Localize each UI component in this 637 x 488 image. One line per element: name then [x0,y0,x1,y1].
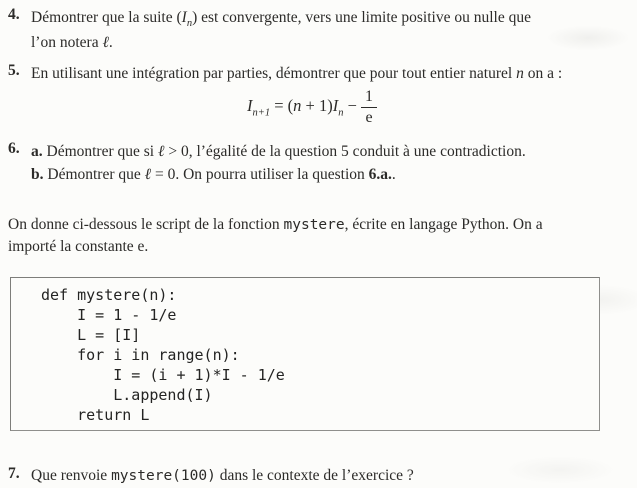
fraction-denominator: e [361,107,377,126]
math-var-I: I [332,96,339,115]
text-segment: Démontrer que [43,165,145,183]
question-5-line-1 [31,62,629,86]
question-4 [8,6,629,55]
question-6a-line [31,140,629,163]
fraction-numerator: 1 [365,88,374,106]
text-segment: l’on notera [31,34,103,51]
math-sub-n-plus-1: n+1 [252,107,271,119]
question-5 [8,62,629,126]
text-segment: Démontrer que la suite ( [31,9,182,26]
question-7-number: 7. [8,464,20,482]
math-ell-symbol: ℓ [157,141,165,160]
code-line: def mystere(n): [41,285,177,304]
text-segment: Que renvoie [31,466,112,484]
code-line: return L [41,405,150,424]
recurrence-formula [31,88,629,126]
code-line: L = [I] [41,325,141,344]
question-6a-label: a. [31,142,43,160]
question-4-text [31,6,629,55]
math-var-n: n [516,65,524,82]
question-5-number: 5. [8,62,20,79]
text-segment: , écrite en langage Python. On a [344,215,543,233]
text-segment: En utilisant une intégration par parties, démontrer que pour tout entier naturel [31,65,517,82]
text-segment: dans le contexte de l’exercice ? [215,466,414,484]
inline-code-mystere-100: mystere(100) [111,467,216,484]
text-segment: . [391,165,396,183]
text-segment: On donne ci-dessous le script de la fonction [8,215,284,233]
math-plus-one-close-paren: + 1) [301,96,333,115]
question-6b-label: b. [31,165,44,183]
math-var-I: I [181,9,187,26]
question-6-text [31,140,629,186]
inline-code-mystere: mystere [283,216,345,233]
question-7-line [31,465,629,487]
question-7-text [31,465,629,487]
math-sub-n: n [186,18,193,30]
fraction-one-over-e [361,88,377,126]
question-4-line-1 [31,6,629,30]
question-6b-line [31,163,629,186]
intro-line-2 [8,236,629,258]
text-segment: on a : [523,65,563,82]
text-segment: Démontrer que si [42,142,158,160]
math-equals-open-paren: = ( [270,96,294,115]
question-5-text [31,62,629,126]
question-6 [8,140,629,186]
python-code-box [10,277,600,431]
math-ell-symbol: ℓ [102,33,109,51]
question-7 [8,465,629,487]
math-minus-sign: − [343,96,362,115]
code-line: L.append(I) [41,385,213,404]
text-segment: = 0. On pourra utiliser la question [151,165,369,183]
intro-line-1 [8,214,629,236]
text-segment: > 0, l’égalité de la question 5 conduit à une contradiction. [164,142,526,160]
question-4-line-2 [31,30,629,55]
math-ell-symbol: ℓ [144,164,152,183]
code-line: I = 1 - 1/e [41,305,177,324]
question-6a-reference: 6.a. [368,165,392,183]
text-segment: . [108,34,113,51]
math-var-I: I [246,96,253,115]
text-segment: ) est convergente, vers une limite positive ou nulle que [192,9,531,26]
code-line: I = (i + 1)*I - 1/e [41,365,285,384]
question-4-number: 4. [8,6,20,23]
math-sub-n: n [338,107,344,119]
python-intro-paragraph [8,214,629,258]
question-6-number: 6. [8,139,20,157]
text-segment: importé la constante e. [8,237,149,255]
math-var-n: n [293,96,302,115]
code-line: for i in range(n): [41,345,240,364]
